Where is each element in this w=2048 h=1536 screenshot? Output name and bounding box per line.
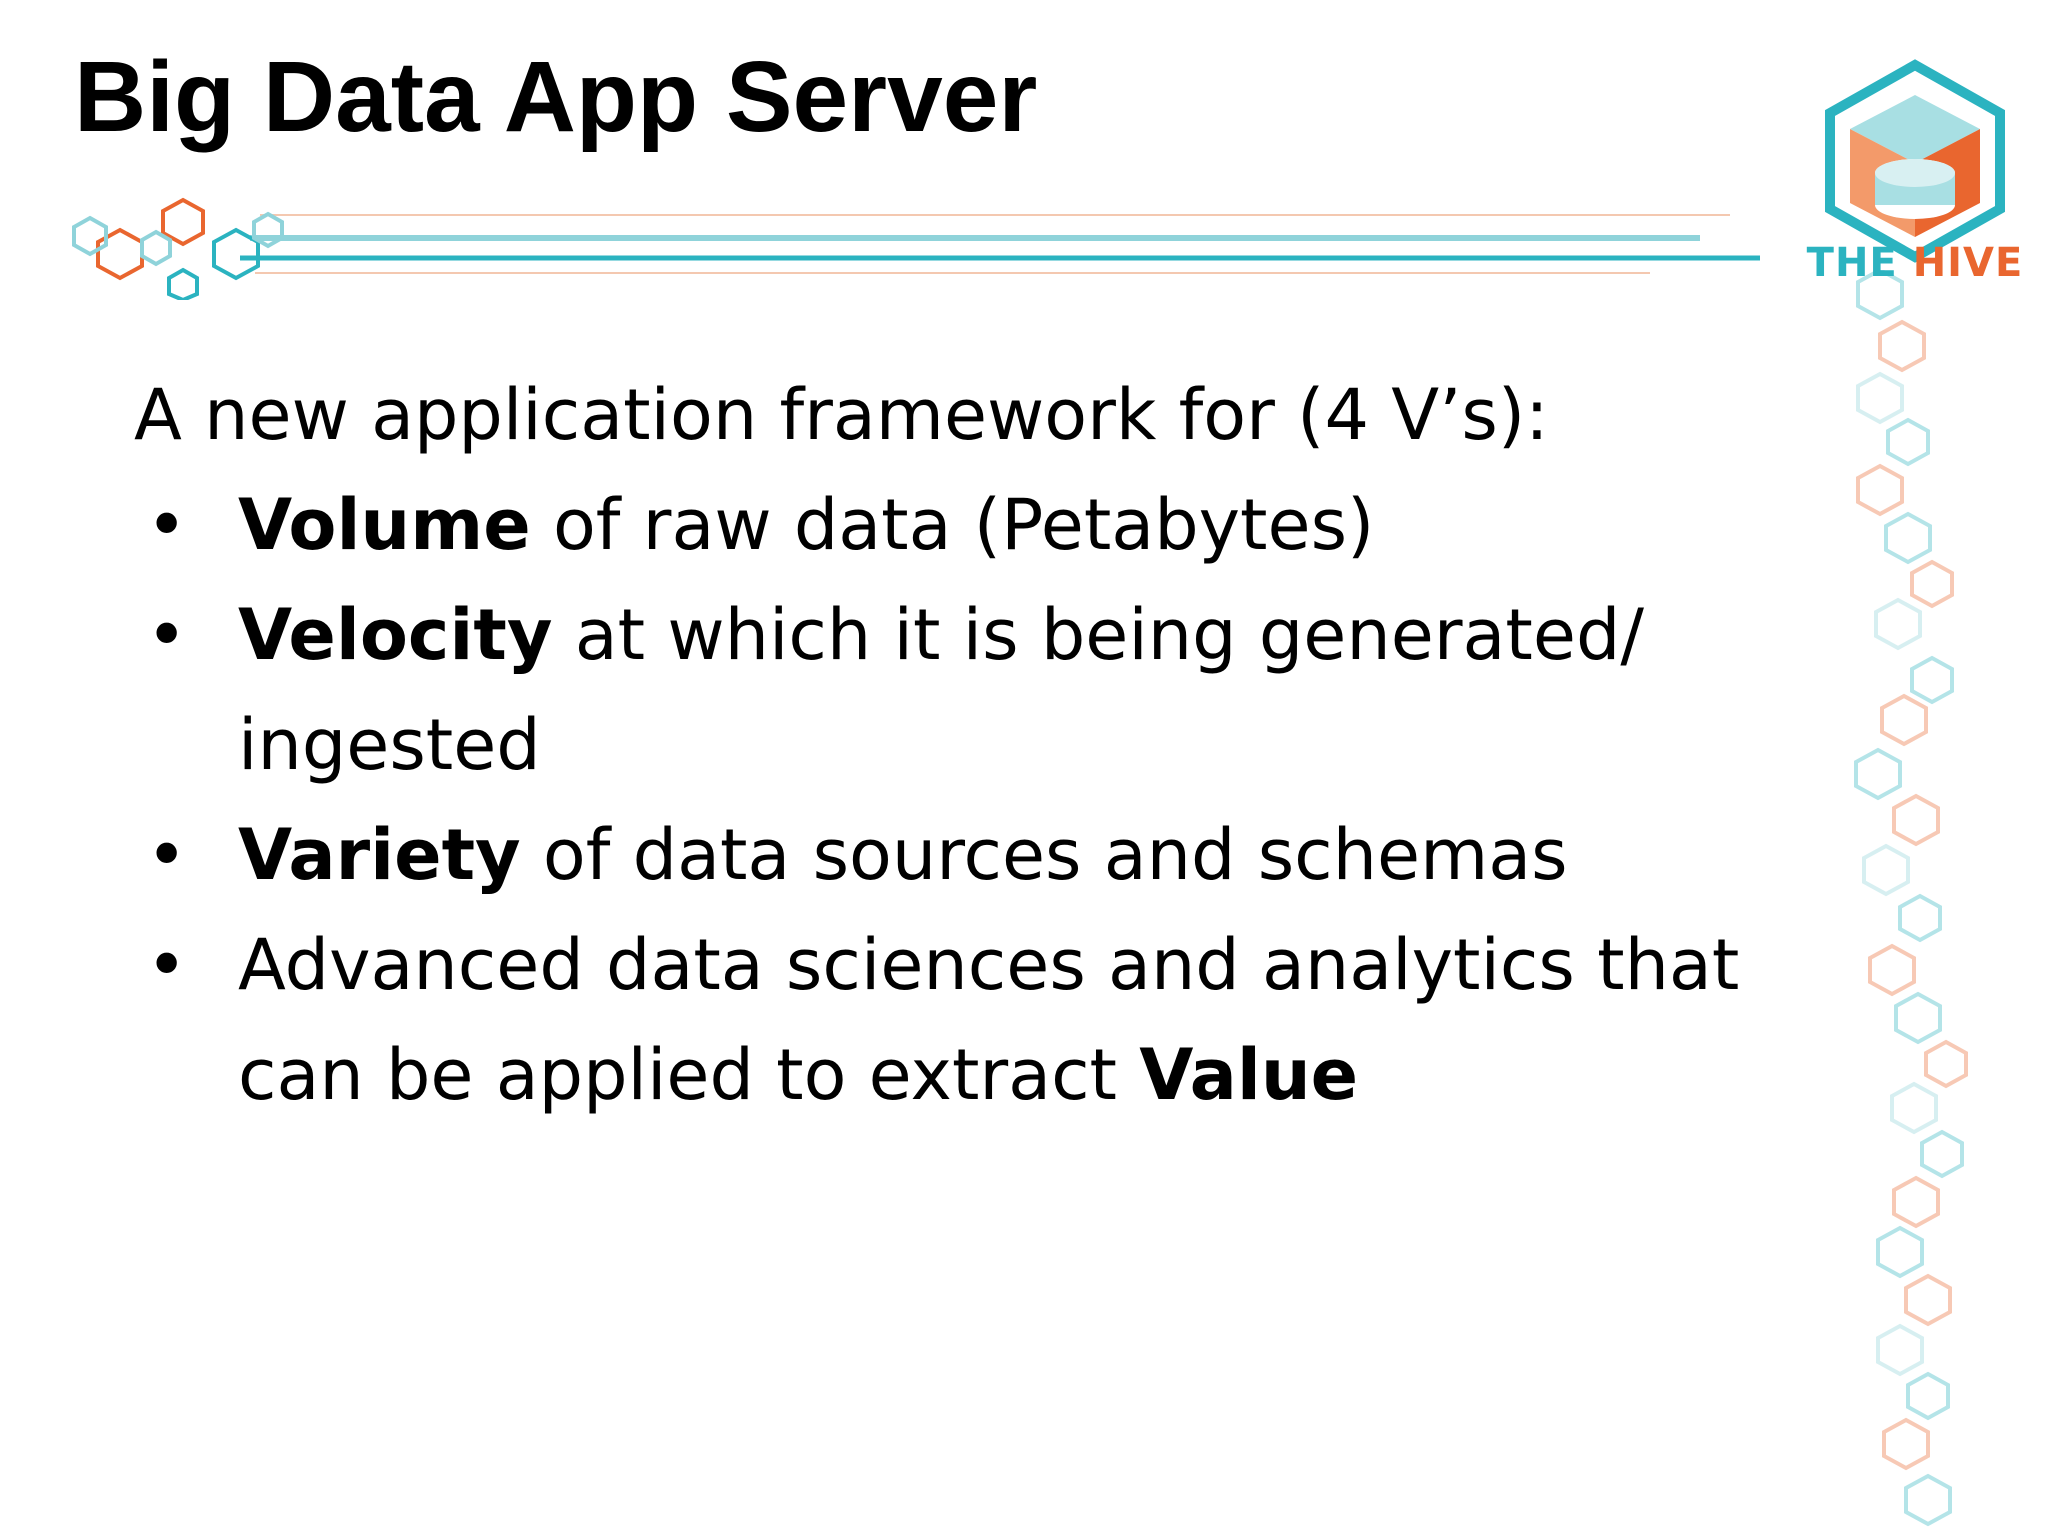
bullet-rest: at which it is being generated/ ingested xyxy=(238,594,1644,786)
side-hexagon-column-icon xyxy=(1840,270,2020,1536)
bullet-text xyxy=(238,814,1568,896)
bullet-glyph: • xyxy=(146,594,188,676)
bullet-keyword: Value xyxy=(1139,1034,1359,1116)
bullet-item-volume xyxy=(134,470,1834,580)
intro-line: A new application framework for (4 V’s): xyxy=(134,374,1549,456)
bullet-item-variety xyxy=(134,800,1834,910)
bullet-glyph: • xyxy=(146,484,188,566)
bullet-text xyxy=(238,594,1644,786)
bullet-keyword: Variety xyxy=(238,814,521,896)
bullet-text xyxy=(238,484,1374,566)
bullet-rest: of data sources and schemas xyxy=(520,814,1568,896)
bullet-list xyxy=(134,470,1834,1130)
bullet-item-velocity xyxy=(134,580,1834,800)
slide-body xyxy=(134,360,1834,1130)
logo-text-hive: HIVE xyxy=(1912,240,2024,286)
bullet-rest: of raw data (Petabytes) xyxy=(530,484,1375,566)
hexagon-cluster-icon xyxy=(74,200,282,300)
bullet-keyword: Velocity xyxy=(238,594,553,676)
bullet-glyph: • xyxy=(146,924,188,1006)
divider-lines xyxy=(0,190,1780,300)
bullet-item-value xyxy=(134,910,1834,1130)
slide-title: Big Data App Server xyxy=(74,41,1038,153)
bullet-lead: Advanced data sciences and analytics that can be applied to extract xyxy=(238,924,1740,1116)
logo-text-the: THE xyxy=(1806,240,1898,286)
bullet-text xyxy=(238,924,1739,1116)
bullet-glyph: • xyxy=(146,814,188,896)
bullet-keyword: Volume xyxy=(238,484,531,566)
